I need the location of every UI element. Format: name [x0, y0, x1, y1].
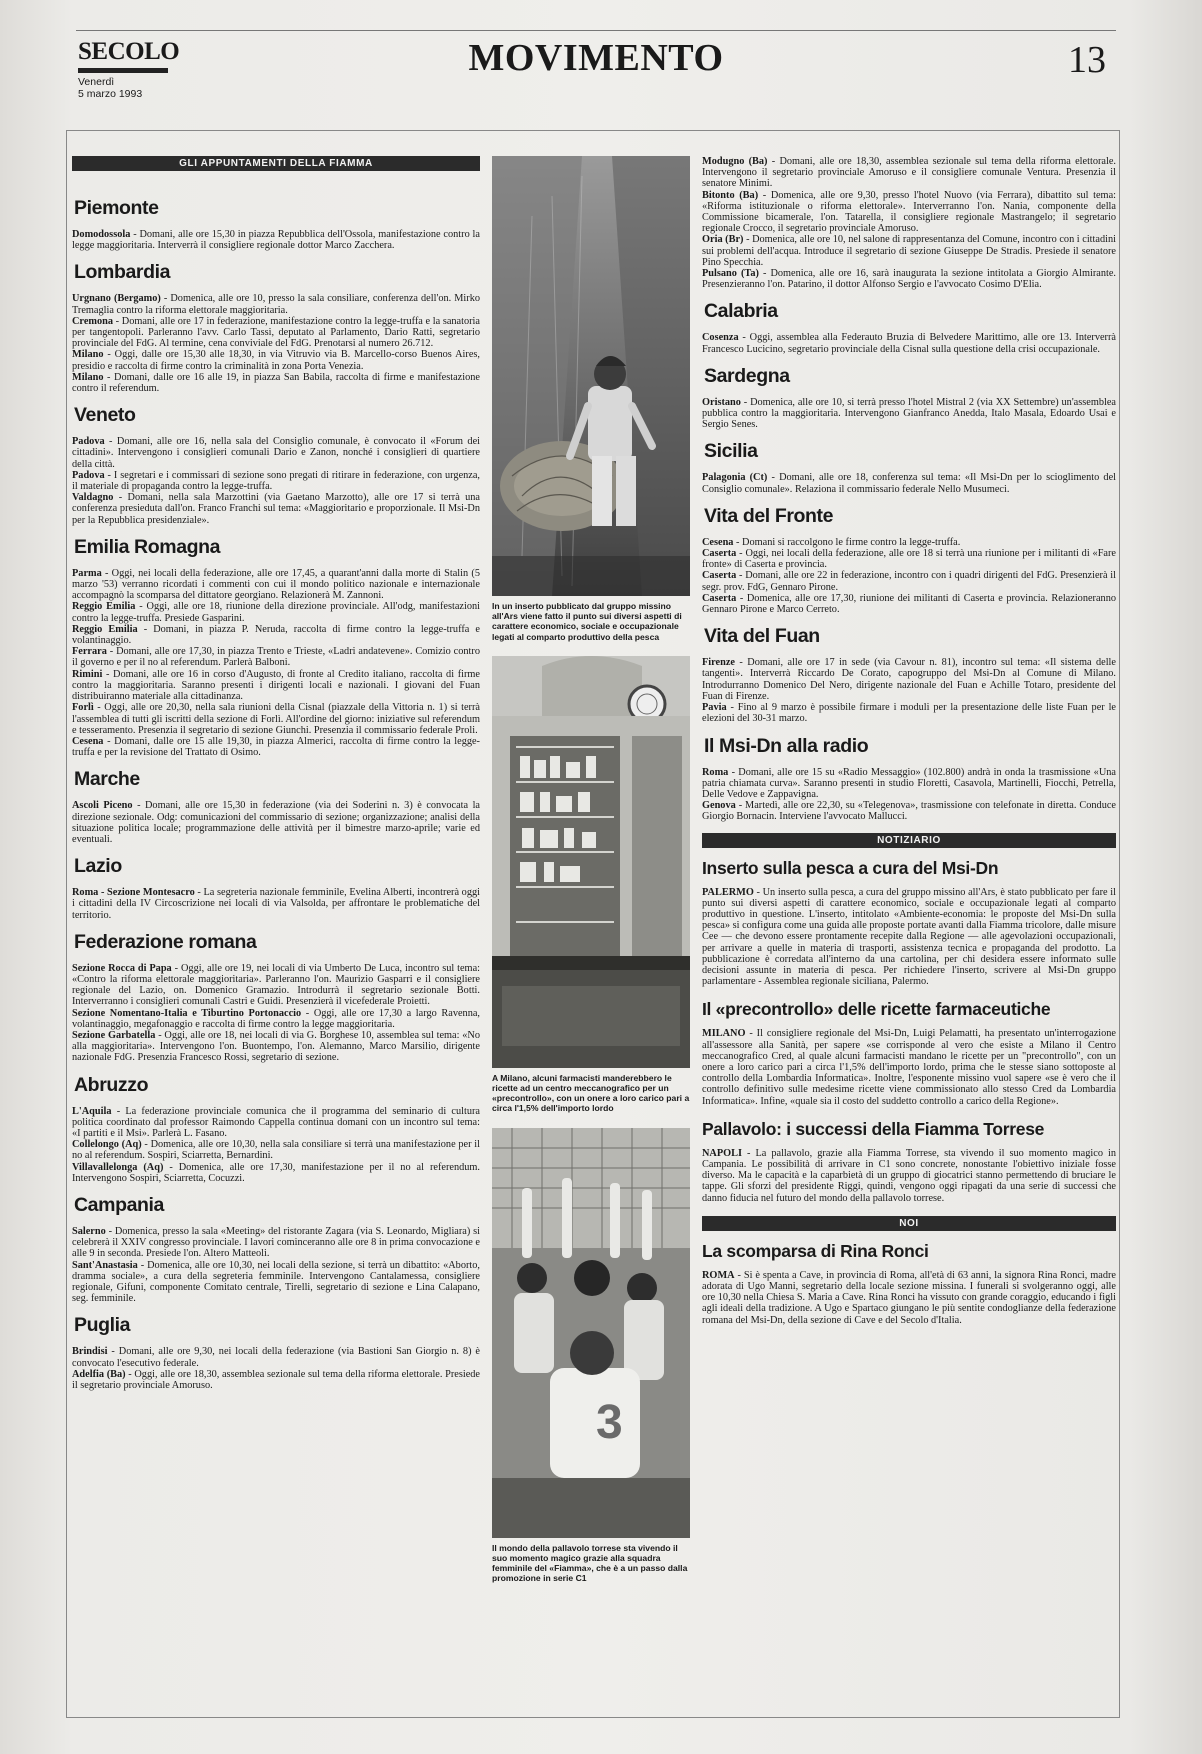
news-text — [702, 887, 1116, 988]
entry-text: - Oggi, alle ore 19, nei locali di via Umberto De Luca, incontro sul tema: «Contro la riforma elettorale maggioritaria». Parleranno l'on. Maurizio Gasparri e il consigliere regionale del Lazio, on. Domenico Gramazio. Introdurrà il segretario sezionale Botti. Interverranno i consiglieri comunali Castri e Guidi. Presenzierà il vicefederale Proietti. — [72, 962, 480, 1008]
entry-text: - Domenica, alle ore 10,30, nella sala consiliare si terrà una manifestazione per il no al referendum. Sospiri, Sciarretta, Bernardini. — [72, 1139, 480, 1162]
appointment-entry — [702, 593, 1116, 615]
region-title: Lazio — [74, 855, 122, 878]
appointment-entry — [72, 669, 480, 703]
obituary-text — [702, 1270, 1116, 1326]
entry-text: - Domenica, alle ore 10, nel salone di rappresentanza del Comune, incontro con i cittadini sui problemi dell'acqua. Introduce il segretario di sezione Giuseppe De Stradis. Presiede il senatore Pino Specchia. — [702, 234, 1116, 268]
news-body: - Un inserto sulla pesca, a cura del gruppo missino all'Ars, è stato pubblicato per fare il punto sui diversi aspetti di carattere economico, sociale e occupazionale legati al comparto produttivo in questione. L'inserto, intitolato «Ambiente-economia: le proposte del Msi-Dn sulla pesca» si configura come una guida alle proposte portate avanti dalla Fiamma tricolore, dalle misure Cee — che devono essere prontamente recepite dalla Regione — alle agevolazioni occupazionali, per arrivare a quelle in materia di trasporti, assistenza tecnica e propaganda del prodotto. La pubblicazione è corredata all'interno da una cartolina, per chi desidera essere informato sulle decisioni assunte in materia di pesca. Per richiedere l'inserto, scrivere al Msi-Dn gruppo parlamentare - Assemblea regionale siciliana, Palermo. — [702, 886, 1116, 988]
appointment-entry — [702, 537, 1116, 548]
appointment-entry — [72, 316, 480, 350]
photo-caption-pesca: In un inserto pubblicato dal gruppo missino all'Ars viene fatto il punto sui diversi aspetti di carattere economico, sociale e occupazionale legati al comparto produttivo della pesca — [492, 601, 682, 642]
entry-place: Cesena — [72, 735, 104, 747]
appointment-entry — [702, 190, 1116, 235]
entry-text: - Domani, nella sala Marzottini (via Gaetano Marzotto), alle ore 17 si terrà una conferenza presieduta dall'on. Franco Franchi sul tema: «Maggioritario e proporzionale. Il Msi-Dn per la Repubblica presidenziale». — [72, 492, 480, 526]
entry-text: - Domani, alle ore 16 in corso d'Augusto, di fronte al Credito italiano, raccolta di firme contro la maggioritaria. Saranno presenti i dirigenti locali e nazionali. I giovani del Fuan distribuiranno materiale alla cittadinanza. — [72, 668, 480, 703]
appointment-entry — [72, 800, 480, 845]
entry-place: L'Aquila — [72, 1105, 112, 1117]
appointment-entry — [72, 229, 480, 251]
top-rule — [76, 30, 1116, 31]
region-block — [72, 1074, 480, 1184]
right-region-list — [702, 300, 1116, 822]
entry-text: - Domani, dalle ore 16 alle 19, in piazza San Babila, raccolta di firme e manifestazione contro il referendum. — [72, 371, 480, 395]
entry-place: Salerno — [72, 1225, 106, 1237]
appointment-entry — [72, 1030, 480, 1064]
entry-text: - Oggi, alle ore 18, nei locali di via G. Borghese 10, assemblea sul tema: «No alla maggioritaria». Intervengono l'on. Buontempo, l'on. Alemanno, Marco Marsilio, dirigente nazionale FdG. Presenzia Francesco Rossi, segretario di sezione. — [72, 1029, 480, 1064]
entry-text: - Domani, alle ore 16, nella sala del Consiglio comunale, è convocato il «Forum dei cittadini». Intervengono i consiglieri comunali Dario e Zanon, nonché i consiglieri di quartiere della città. — [72, 436, 480, 470]
entry-place: Milano — [72, 371, 104, 383]
appointment-entry — [72, 624, 480, 646]
entry-place: Cremona — [72, 315, 113, 327]
appointment-entry — [72, 1106, 480, 1140]
obituary-place: ROMA — [702, 1269, 735, 1281]
region-block — [72, 197, 480, 251]
entry-text: - Oggi, alle ore 18, riunione della direzione provinciale. All'odg, manifestazioni contro la legge-truffa. Presiede Gasparini. — [72, 601, 480, 624]
region-block — [72, 536, 480, 758]
photo-caption-pallavolo: Il mondo della pallavolo torrese sta vivendo il suo momento magico grazie alla squadra femminile del «Fiamma», che è a un passo dalla promozione in serie C1 — [492, 1542, 688, 1584]
entry-place: Reggio Emilia — [72, 601, 136, 613]
region-title: Calabria — [704, 300, 778, 323]
entry-place: Oria (Br) — [702, 234, 744, 246]
entry-place: Cesena — [702, 536, 734, 548]
region-block — [72, 855, 480, 921]
section-title: MOVIMENTO — [468, 37, 724, 79]
region-block — [702, 505, 1116, 615]
appointment-entry — [702, 397, 1116, 431]
entry-text: - Fino al 9 marzo è possibile firmare i moduli per la presentazione delle liste Fuan per le elezioni del 30-31 marzo. — [702, 702, 1116, 725]
appointment-entry — [702, 332, 1116, 354]
obituary — [702, 1241, 1116, 1326]
entry-text: - Domenica, alle ore 17,30, manifestazione per il no al referendum. Intervengono Sospiri, Sciarretta, Cocuzzi. — [72, 1161, 480, 1184]
entry-text: - Oggi, dalle ore 15,30 alle 18,30, in via Vitruvio via B. Marcello-corso Buenos Aires, presidio e raccolta di firme contro la criminalità in zona Porta Venezia. — [72, 349, 480, 372]
entry-text: - Oggi, alle ore 20,30, nella sala riunioni della Cisnal (piazzale della Vittoria n. 1) si terrà l'assemblea di tutti gli iscritti della sezione di Forlì. All'ordine del giorno: iniziative sul referendum e tesseramento. Presenzia il segretario di sezione Giunchi. Presenzia il commissario federale Proli. — [72, 702, 480, 736]
entry-place: Roma — [702, 766, 729, 778]
region-title: Veneto — [74, 404, 136, 427]
fisherman-net-photo — [492, 156, 690, 596]
entry-place: Parma — [72, 567, 102, 579]
entry-text: - I segretari e i commissari di sezione sono pregati di ritirare in federazione, con urgenza, il materiale di propaganda contro la legge-truffa. — [72, 469, 480, 493]
entry-text: - Oggi, nei locali della federazione, alle ore 17,45, a quarant'anni dalla morte di Stalin (5 marzo '53) verranno ricordati i commenti con cui il mondo politico nazionale e internazionale accompagnò la scomparsa del dittatore georgiano. Relazionerà M. Zannoni. — [72, 567, 480, 602]
noi-banner: NOI — [702, 1216, 1116, 1231]
appointment-entry — [72, 963, 480, 1008]
entry-place: Ascoli Piceno — [72, 800, 133, 812]
region-title: Vita del Fuan — [704, 625, 820, 648]
appointment-entry — [72, 601, 480, 623]
entry-place: Rimini — [72, 668, 103, 680]
region-title: Vita del Fronte — [704, 504, 834, 527]
entry-text: - Domani, alle ore 18, conferenza sul tema: «Il Msi-Dn per lo scioglimento del Consiglio comunale». Relaziona il commissario federale Nello Musumeci. — [702, 472, 1116, 495]
entry-place: Urgnano (Bergamo) — [72, 293, 161, 305]
appointment-entry — [72, 887, 480, 921]
appointment-entry — [72, 702, 480, 736]
news-item — [702, 1119, 1116, 1204]
entry-place: Sant'Anastasia — [72, 1259, 138, 1271]
photo-pharmacy — [492, 656, 690, 1068]
entry-text: - Domenica, alle ore 10, presso la sala consiliare, conferenza dell'on. Mirko Tremaglia contro la riforma elettorale maggioritaria. — [72, 293, 480, 316]
right-column — [702, 156, 1116, 1716]
region-block — [72, 404, 480, 526]
entry-place: Ferrara — [72, 646, 107, 658]
appointment-entry — [702, 800, 1116, 822]
entry-text: - Domenica, alle ore 9,30, presso l'hotel Nuovo (via Ferrara), dibattito sul tema: «Riforma istituzionale o riforma elettorale». Interverranno l'on. Nania, componente della Commissione bicamerale, l'on. Tatarella, il consigliere regionale Mastrangelo; il segretario regionale Crocco, il segretario provinciale Amoruso. — [702, 189, 1116, 235]
appointment-entry — [702, 234, 1116, 268]
entry-text: - Martedì, alle ore 22,30, su «Telegenova», trasmissione con telefonate in diretta. Conduce Giorgio Bornacin. Interviene l'avvocato Mallucci. — [702, 800, 1116, 823]
volleyball-team-photo — [492, 1128, 690, 1538]
appointments-column — [72, 156, 480, 1696]
news-place: MILANO — [702, 1028, 746, 1040]
appointment-entry — [702, 472, 1116, 494]
entry-text: - Domani si raccolgono le firme contro la legge-truffa. — [733, 536, 961, 548]
news-text — [702, 1148, 1116, 1204]
photo-column — [492, 156, 690, 1716]
region-block — [72, 1194, 480, 1304]
entry-place: Valdagno — [72, 492, 114, 504]
entry-text: - Oggi, alle ore 17,30 a largo Ravenna, volantinaggio, megafonaggio e raccolta di firme contro la legge maggioritaria. — [72, 1007, 480, 1030]
entry-place: Oristano — [702, 396, 741, 408]
news-body: - Il consigliere regionale del Msi-Dn, Luigi Pelamatti, ha presentato un'interrogazione all'assessore alla Sanità, per sapere «se corrisponde al vero che esiste a Milano il Centro meccanografico Cred, al quale alcuni farmacisti mandano le ricette per un "precontrollo", con un onere a loro carico pari a circa l'1,5% dell'importo lordo, prima che le stesse siano sottoposte al controllo della Lombardia Informatica». Inoltre, l'esponente missino vuol sapere «se è vero che il controllo definitivo sulle medesime ricette viene commissionato allo stesso Cred da Lombardia Informatica». Infine, «quale sia il costo del suddetto controllo a carico della Regione». — [702, 1028, 1116, 1107]
entry-text: - Domani, dalle ore 15 alle 19,30, in piazza Almerici, raccolta di firme contro la legge-truffa e per la revisione del Trattato di Osimo. — [72, 735, 480, 759]
entry-text: - Domani, alle ore 18,30, assemblea sezionale sul tema della riforma elettorale. Intervengono il segretario provinciale Amoruso e il consigliere comunale Ventura. Presenzia il senatore Minimi. — [702, 156, 1116, 190]
region-block — [72, 261, 480, 394]
masthead — [76, 30, 1116, 120]
entry-text: - Domenica, alle ore 10,30, nei locali della sezione, si terrà un dibattito: «Aborto, dramma sociale», a cura della segreteria femminile. Intervengono Cantalamessa, consigliere regionale, Gifuni, componente Comitato centrale, Tirelli, segretario di sezione e Lina Calapano, seg. femminile. — [72, 1259, 480, 1305]
region-block — [702, 365, 1116, 431]
entry-text: - Oggi, nei locali della federazione, alle ore 18 si terrà una riunione per i militanti di «Fare fronte» di Caserta e provincia. — [702, 548, 1116, 571]
issue-date — [78, 76, 142, 100]
entry-place: Sezione Rocca di Papa — [72, 962, 172, 974]
entry-place: Forlì — [72, 702, 94, 714]
news-place: NAPOLI — [702, 1147, 743, 1159]
region-title: Il Msi-Dn alla radio — [704, 734, 869, 757]
appointment-entry — [72, 349, 480, 371]
region-title: Federazione romana — [74, 930, 257, 953]
issue-date-text: 5 marzo 1993 — [78, 88, 143, 100]
obituary-title: La scomparsa di Rina Ronci — [702, 1240, 929, 1261]
news-title: Inserto sulla pesca a cura del Msi-Dn — [702, 857, 999, 878]
news-place: PALERMO — [702, 886, 754, 898]
entry-place: Pulsano (Ta) — [702, 268, 759, 280]
appointment-entry — [72, 293, 480, 315]
entry-place: Pavia — [702, 702, 727, 714]
entry-text: - Oggi, assemblea alla Federauto Bruzia di Belvedere Marittimo, alle ore 13. Interverrà Francesco Lucicino, segretario provinciale della Cisnal sulla questione della crisi occupazionale. — [702, 332, 1116, 355]
entry-place: Padova — [72, 469, 105, 481]
notiziario-banner: NOTIZIARIO — [702, 833, 1116, 848]
entry-text: - Oggi, alle ore 18,30, assemblea sezionale sul tema della riforma elettorale. Presiede il segretario provinciale Amoruso. — [72, 1368, 480, 1392]
entry-place: Caserta — [702, 592, 737, 604]
appointment-entry — [702, 767, 1116, 801]
entry-text: - Domani, alle ore 17 in federazione, manifestazione contro la legge-truffa e la sanatoria per tangentopoli. Parleranno l'avv. Carlo Tassi, deputato al Parlamento, Dario Ratti, segretario provinciale del FdG. Al termine, cena conviviale del FdG. Prenotarsi al numero 26.712. — [72, 315, 480, 350]
issue-day: Venerdì — [78, 76, 115, 88]
entry-place: Reggio Emilia — [72, 623, 138, 635]
appointment-entry — [72, 1226, 480, 1260]
news-text — [702, 1028, 1116, 1106]
entry-text: - Domani, in piazza P. Neruda, raccolta di firme contro la legge-truffa e volantinaggio. — [72, 623, 480, 647]
entry-text: - Domenica, alle ore 17,30, riunione dei militanti di Caserta e provincia. Relazioneranno Gennaro Pirone e Marco Cerreto. — [702, 592, 1116, 616]
appointment-entry — [72, 1139, 480, 1161]
region-title: Piemonte — [74, 197, 159, 219]
region-block — [72, 1314, 480, 1391]
region-title: Sicilia — [704, 440, 758, 463]
appointment-entry — [72, 372, 480, 394]
photo-caption-farmacie: A Milano, alcuni farmacisti manderebbero le ricette ad un centro meccanografico per un «precontrollo», con un onere a loro carico pari a circa l'1,5% dell'importo lordo — [492, 1072, 690, 1114]
appointment-entry — [72, 1162, 480, 1184]
entry-place: Milano — [72, 349, 104, 361]
region-title: Lombardia — [74, 261, 171, 284]
logo-underline — [78, 68, 168, 73]
news-item — [702, 858, 1116, 988]
entry-text: - Domenica, alle ore 10, si terrà presso l'hotel Mistral 2 (via XX Settembre) un'assemblea pubblica contro la maggioritaria. Intervengono Gianfranco Anedda, Italo Masala, Edoardo Usai e Sergio Senes. — [702, 396, 1116, 431]
entry-place: Roma - Sezione Montesacro — [72, 887, 195, 899]
appointment-entry — [72, 436, 480, 470]
appointment-entry — [72, 1346, 480, 1368]
appointments-banner: GLI APPUNTAMENTI DELLA FIAMMA — [72, 156, 480, 171]
region-title: Abruzzo — [74, 1073, 149, 1096]
news-body: - La pallavolo, grazie alla Fiamma Torrese, sta vivendo il suo momento magico in Campania. Le possibilità di arrivare in C1 sono concrete, nonostante l'obiettivo iniziale fosse diverso. Ma le capacità e la caparbietà di un gruppo di giocatrici stanno permettendo di bruciare le tappe. Gli sforzi del presidente Riggi, quindi, vengono oggi ripagati da una serie di successi che danno fiducia nel futuro del mondo della pallavolo torrese. — [702, 1147, 1116, 1204]
photo-volleyball — [492, 1128, 690, 1538]
entry-text: - Domani, alle ore 15,30 in piazza Repubblica dell'Ossola, manifestazione contro la legge maggioritaria. Interverrà il consigliere regionale dottor Marco Zacchera. — [72, 229, 480, 252]
newspaper-logo: SECOLO — [78, 38, 180, 65]
appointment-entry — [702, 657, 1116, 702]
region-title: Sardegna — [704, 364, 790, 387]
entry-place: Firenze — [702, 657, 735, 669]
appointment-entry — [72, 1008, 480, 1030]
region-list — [72, 197, 480, 1391]
pharmacy-interior-photo — [492, 656, 690, 1068]
entry-place: Padova — [72, 436, 105, 448]
entry-place: Bitonto (Ba) — [702, 189, 759, 201]
entry-place: Cosenza — [702, 332, 739, 344]
entry-place: Sezione Garbatella — [72, 1029, 156, 1041]
appointment-entry — [702, 702, 1116, 724]
entry-place: Caserta — [702, 570, 737, 582]
entry-place: Villavallelonga (Aq) — [72, 1161, 164, 1173]
entry-place: Modugno (Ba) — [702, 156, 768, 167]
obituary-body: - Si è spenta a Cave, in provincia di Roma, all'età di 63 anni, la signora Rina Ronci, madre adorata di Ugo Manni, segretario della locale sezione missina. I funerali si svolgeranno oggi, alle ore 10,30 nella Chiesa S. Maria a Cave. Rina Ronci ha vissuto con grande coraggio, educando i figli agli ideali della tradizione. A Ugo e Spartaco giungano le più sentite condoglianze della federazione romana del Msi-Dn, della sezione di Cave e del Secolo d'Italia. — [702, 1269, 1116, 1326]
region-title: Puglia — [74, 1314, 131, 1337]
news-list — [702, 858, 1116, 1204]
region-title: Campania — [74, 1193, 164, 1216]
region-block — [702, 625, 1116, 724]
entry-text: - Domani, alle ore 15,30 in federazione (via dei Soderini n. 3) è convocata la direzione sezionale. Odg: comunicazioni del commissario di sezione; organizzazione; analisi della situazione politica locale; programmazione delle attività per il bimestre marzo-aprile; varie ed eventuali. — [72, 800, 480, 845]
photo-fisherman — [492, 156, 690, 596]
svg-text:3: 3 — [596, 1395, 623, 1449]
entry-text: - La segreteria nazionale femminile, Evelina Alberti, incontrerà oggi i cittadini della IV Circoscrizione nei locali di via Valsolda, per affrontare le problematiche del territorio. — [72, 887, 480, 921]
entry-place: Brindisi — [72, 1346, 108, 1358]
appointment-entry — [702, 156, 1116, 190]
appointment-entry — [72, 1260, 480, 1305]
news-title: Pallavolo: i successi della Fiamma Torrese — [702, 1118, 1045, 1139]
entry-place: Caserta — [702, 548, 737, 560]
entry-text: - Domani, alle ore 17,30, in piazza Trento e Trieste, «Ladri andatevene». Comizio contro il governo e per il no al referendum. Parlerà Balboni. — [72, 646, 480, 669]
region-block — [72, 768, 480, 845]
entry-place: Genova — [702, 800, 736, 812]
appointment-entry — [702, 570, 1116, 592]
appointment-entry — [72, 646, 480, 668]
news-item — [702, 999, 1116, 1106]
appointment-entry — [72, 736, 480, 758]
page-number: 13 — [1068, 39, 1106, 81]
entry-place: Sezione Nomentano-Italia e Tiburtino Portonaccio — [72, 1007, 302, 1019]
appointment-entry — [702, 548, 1116, 570]
appointment-entry — [72, 470, 480, 492]
region-title: Marche — [74, 768, 140, 791]
appointment-entry — [702, 268, 1116, 290]
entry-text: - Domani, alle ore 22 in federazione, incontro con i quadri dirigenti del FdG. Presenzierà il segr. prov. FdG, Gennaro Pirone. — [702, 570, 1116, 593]
entry-text: - Domenica, alle ore 16, sarà inaugurata la sezione intitolata a Giorgio Almirante. Presenzieranno l'on. Patarino, il dottor Alfonso Sergio e l'avvocato Cosimo D'Elia. — [702, 268, 1116, 291]
entry-text: - Domenica, presso la sala «Meeting» del ristorante Zagara (via S. Leonardo, Migliara) si celebrerà il XXIV congresso provinciale. I lavori cominceranno alle ore 8 in prima convocazione e alle 9 in seconda. Presiede l'on. Altero Matteoli. — [72, 1225, 480, 1260]
region-block — [702, 440, 1116, 494]
region-block — [702, 300, 1116, 354]
region-block — [72, 931, 480, 1064]
entry-text: - Domani, alle ore 15 su «Radio Messaggio» (102.800) andrà in onda la trasmissione «Una patria chiamata curva». Saranno presenti in studio Floretti, Casavola, Martinelli, Fiocchi, Petrella, Delle Vedove e Zappavigna. — [702, 766, 1116, 800]
entry-text: - La federazione provinciale comunica che il programma del seminario di cultura politica coordinato dal professor Raimondo Cappella continua domani con un incontro sul tema: «I partiti e il Msi». Parlerà L. Fasano. — [72, 1105, 480, 1139]
entry-place: Palagonia (Ct) — [702, 472, 768, 484]
news-title: Il «precontrollo» delle ricette farmaceutiche — [702, 999, 1051, 1020]
region-block — [702, 735, 1116, 823]
entry-text: - Domani, alle ore 9,30, nei locali della federazione (via Bastioni San Giorgio n. 8) è convocato l'esecutivo federale. — [72, 1346, 480, 1369]
entry-place: Adelfia (Ba) — [72, 1368, 126, 1380]
entry-place: Domodossola — [72, 229, 131, 240]
entry-place: Collelongo (Aq) — [72, 1139, 142, 1151]
entry-text: - Domani, alle ore 17 in sede (via Cavour n. 81), incontro sul tema: «Il sistema delle tangenti». Interverrà Riccardo De Corato, capogruppo del Msi-Dn al Comune di Milano. Introdurranno Domenico Del Nero, dirigente nazionale del Fuan e Achille Totaro, presidente del Fuan di Firenze. — [702, 657, 1116, 702]
appointment-entry — [72, 568, 480, 602]
region-title: Emilia Romagna — [74, 535, 221, 558]
appointment-entry — [72, 492, 480, 526]
puglia-continued — [702, 156, 1116, 290]
appointment-entry — [72, 1369, 480, 1391]
